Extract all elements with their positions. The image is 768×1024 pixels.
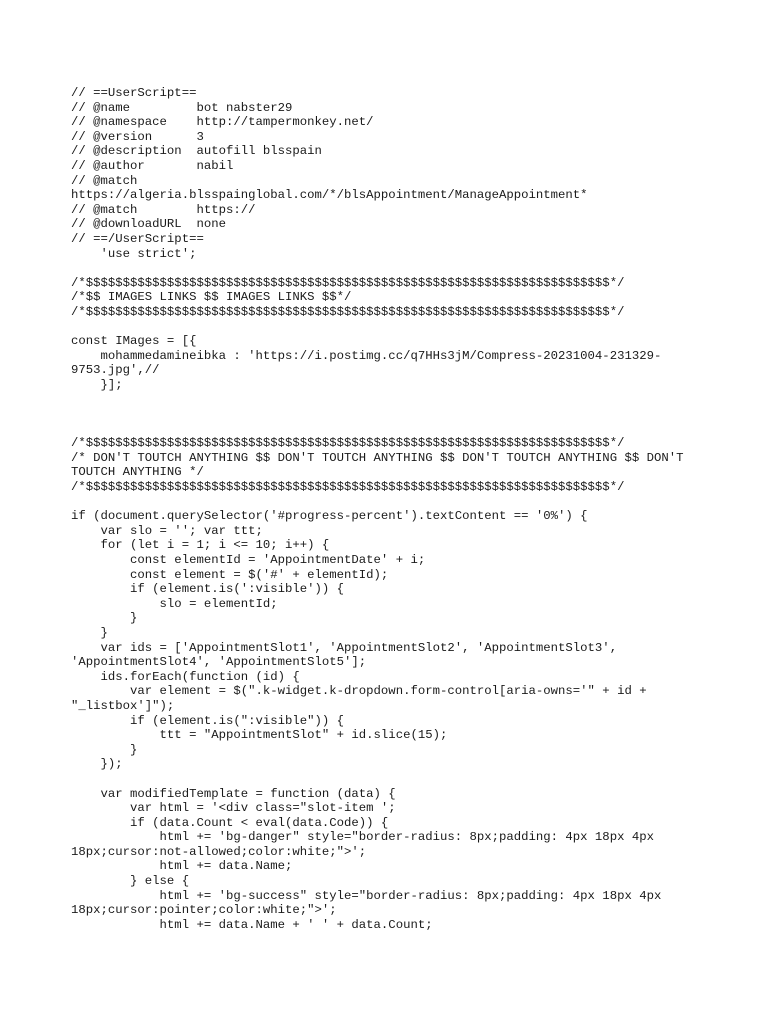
code-line: 18px;cursor:not-allowed;color:white;">';: [71, 844, 367, 859]
code-line: [71, 772, 711, 787]
code-line: [71, 320, 711, 335]
code-line: var ids = ['AppointmentSlot1', 'AppointmentSlot2', 'AppointmentSlot3',: [71, 640, 618, 655]
code-line: }: [71, 611, 138, 626]
code-line: // @name bot nabster29: [71, 100, 293, 115]
code-line: "_listbox']");: [71, 698, 175, 713]
code-line: var element = $(".k-widget.k-dropdown.form-control[aria-owns='" + id +: [71, 684, 647, 699]
code-line: TOUTCH ANYTHING */: [71, 465, 204, 480]
code-line: }: [71, 742, 138, 757]
code-line: if (element.is(":visible")) {: [71, 713, 345, 728]
code-line: // ==UserScript==: [71, 86, 197, 100]
code-line: mohammedamineibka : 'https://i.postimg.cc/q7HHs3jM/Compress-20231004-231329-: [71, 348, 662, 363]
code-line: 18px;cursor:pointer;color:white;">';: [71, 903, 337, 918]
code-line: html += data.Name + ' ' + data.Count;: [71, 917, 433, 932]
code-line: // @match https://: [71, 202, 256, 217]
code-line: // @version 3: [71, 129, 204, 144]
code-line: ids.forEach(function (id) {: [71, 669, 300, 684]
code-line: if (document.querySelector('#progress-percent').textContent == '0%') {: [71, 509, 588, 524]
code-line: slo = elementId;: [71, 596, 278, 611]
code-line: }];: [71, 377, 123, 392]
code-line: var html = '<div class="slot-item ';: [71, 801, 396, 816]
code-line: /*$$ IMAGES LINKS $$ IMAGES LINKS $$*/: [71, 290, 352, 305]
code-line: });: [71, 757, 123, 772]
code-line: [71, 392, 711, 407]
code-line: /*$$$$$$$$$$$$$$$$$$$$$$$$$$$$$$$$$$$$$$$$$$$$$$$$$$$$$$$$$$$$$$$$$$$$$$$*/: [71, 480, 625, 495]
code-line: }: [71, 625, 108, 640]
code-line: const element = $('#' + elementId);: [71, 567, 389, 582]
code-line: html += data.Name;: [71, 859, 293, 874]
code-line: if (data.Count < eval(data.Code)) {: [71, 815, 389, 830]
code-line: if (element.is(':visible')) {: [71, 582, 345, 597]
code-line: // @description autofill blsspain: [71, 144, 322, 159]
code-line: // @downloadURL none: [71, 217, 226, 232]
code-line: 'use strict';: [71, 246, 197, 261]
code-line: [71, 407, 711, 422]
code-line: /* DON'T TOUTCH ANYTHING $$ DON'T TOUTCH ANYTHING $$ DON'T TOUTCH ANYTHING $$ DON'T: [71, 450, 684, 465]
code-line: /*$$$$$$$$$$$$$$$$$$$$$$$$$$$$$$$$$$$$$$$$$$$$$$$$$$$$$$$$$$$$$$$$$$$$$$$*/: [71, 304, 625, 319]
code-line: // @author nabil: [71, 158, 234, 173]
code-line: /*$$$$$$$$$$$$$$$$$$$$$$$$$$$$$$$$$$$$$$$$$$$$$$$$$$$$$$$$$$$$$$$$$$$$$$$*/: [71, 275, 625, 290]
code-line: // @match: [71, 173, 138, 188]
code-listing: [71, 86, 711, 932]
code-line: 9753.jpg',//: [71, 363, 160, 378]
code-line: [71, 422, 711, 437]
code-line: ttt = "AppointmentSlot" + id.slice(15);: [71, 728, 448, 743]
code-line: // @namespace http://tampermonkey.net/: [71, 115, 374, 130]
code-line: // ==/UserScript==: [71, 231, 204, 246]
code-line: var slo = ''; var ttt;: [71, 523, 263, 538]
code-line: html += 'bg-danger" style="border-radius: 8px;padding: 4px 18px 4px: [71, 830, 654, 845]
code-line: for (let i = 1; i <= 10; i++) {: [71, 538, 330, 553]
code-line: [71, 495, 711, 510]
code-line: html += 'bg-success" style="border-radius: 8px;padding: 4px 18px 4px: [71, 888, 662, 903]
code-line: /*$$$$$$$$$$$$$$$$$$$$$$$$$$$$$$$$$$$$$$$$$$$$$$$$$$$$$$$$$$$$$$$$$$$$$$$*/: [71, 436, 625, 451]
code-line: [71, 261, 711, 276]
code-line: 'AppointmentSlot4', 'AppointmentSlot5'];: [71, 655, 367, 670]
code-line: const elementId = 'AppointmentDate' + i;: [71, 553, 426, 567]
code-line: } else {: [71, 874, 190, 889]
code-line: var modifiedTemplate = function (data) {: [71, 786, 396, 801]
code-line: const IMages = [{: [71, 334, 197, 349]
code-line: https://algeria.blsspainglobal.com/*/blsAppointment/ManageAppointment*: [71, 188, 588, 203]
